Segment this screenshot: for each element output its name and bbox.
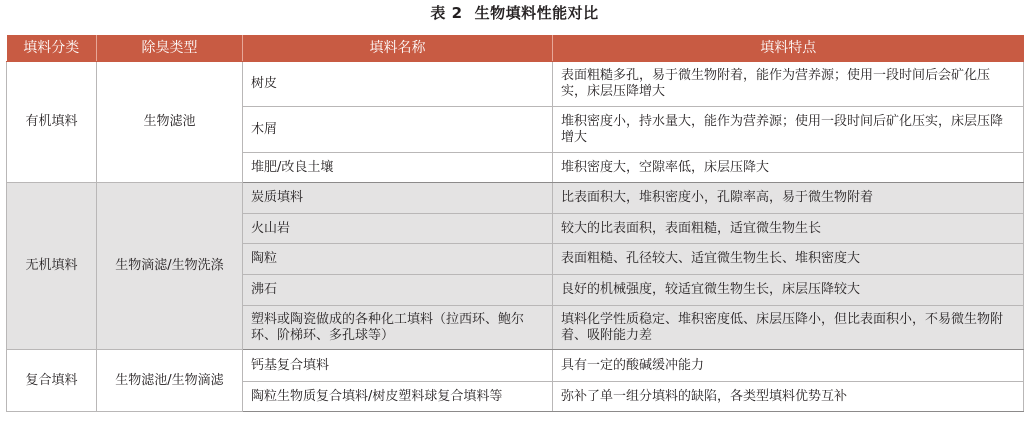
deodor-type-cell: 生物滴滤/生物洗涤: [97, 183, 243, 350]
header-filler-name: 填料名称: [243, 35, 553, 62]
filler-feature-cell: 堆积密度大，空隙率低，床层压降大: [553, 153, 1024, 183]
filler-feature-cell: 比表面积大，堆积密度小，孔隙率高，易于微生物附着: [553, 183, 1024, 214]
filler-name-cell: 树皮: [243, 62, 553, 107]
category-cell: 有机填料: [7, 62, 97, 183]
filler-name-cell: 炭质填料: [243, 183, 553, 214]
filler-name-cell: 陶粒生物质复合填料/树皮塑料球复合填料等: [243, 382, 553, 412]
table-row: [7, 350, 1024, 382]
header-row: [7, 35, 1024, 62]
filler-name-cell: 陶粒: [243, 244, 553, 275]
table-caption: [0, 2, 1029, 24]
header-deodor-type: 除臭类型: [97, 35, 243, 62]
filler-feature-cell: 堆积密度小，持水量大，能作为营养源；使用一段时间后矿化压实，床层压降增大: [553, 107, 1024, 153]
caption-title: 生物填料性能对比: [474, 4, 599, 22]
filler-feature-cell: 表面粗糙、孔径较大、适宜微生物生长、堆积密度大: [553, 244, 1024, 275]
table-row: [7, 183, 1024, 214]
filler-feature-cell: 表面粗糙多孔，易于微生物附着，能作为营养源；使用一段时间后会矿化压实，床层压降增大: [553, 62, 1024, 107]
category-cell: 无机填料: [7, 183, 97, 350]
category-cell: 复合填料: [7, 350, 97, 412]
table-row: [7, 62, 1024, 107]
filler-feature-cell: 填料化学性质稳定、堆积密度低、床层压降小，但比表面积小，不易微生物附着、吸附能力差: [553, 306, 1024, 350]
filler-feature-cell: 良好的机械强度，较适宜微生物生长，床层压降较大: [553, 275, 1024, 306]
filler-name-cell: 火山岩: [243, 214, 553, 244]
filler-name-cell: 沸石: [243, 275, 553, 306]
filler-name-cell: 钙基复合填料: [243, 350, 553, 382]
filler-name-cell: 堆肥/改良土壤: [243, 153, 553, 183]
filler-feature-cell: 弥补了单一组分填料的缺陷，各类型填料优势互补: [553, 382, 1024, 412]
filler-name-cell: 木屑: [243, 107, 553, 153]
filler-name-cell: 塑料或陶瓷做成的各种化工填料（拉西环、鲍尔环、阶梯环、多孔球等）: [243, 306, 553, 350]
filler-feature-cell: 较大的比表面积，表面粗糙，适宜微生物生长: [553, 214, 1024, 244]
header-category: 填料分类: [7, 35, 97, 62]
caption-number: 表 2: [430, 4, 463, 22]
filler-feature-cell: 具有一定的酸碱缓冲能力: [553, 350, 1024, 382]
filler-comparison-table: [6, 35, 1024, 412]
deodor-type-cell: 生物滤池/生物滴滤: [97, 350, 243, 412]
header-filler-feature: 填料特点: [553, 35, 1024, 62]
deodor-type-cell: 生物滤池: [97, 62, 243, 183]
